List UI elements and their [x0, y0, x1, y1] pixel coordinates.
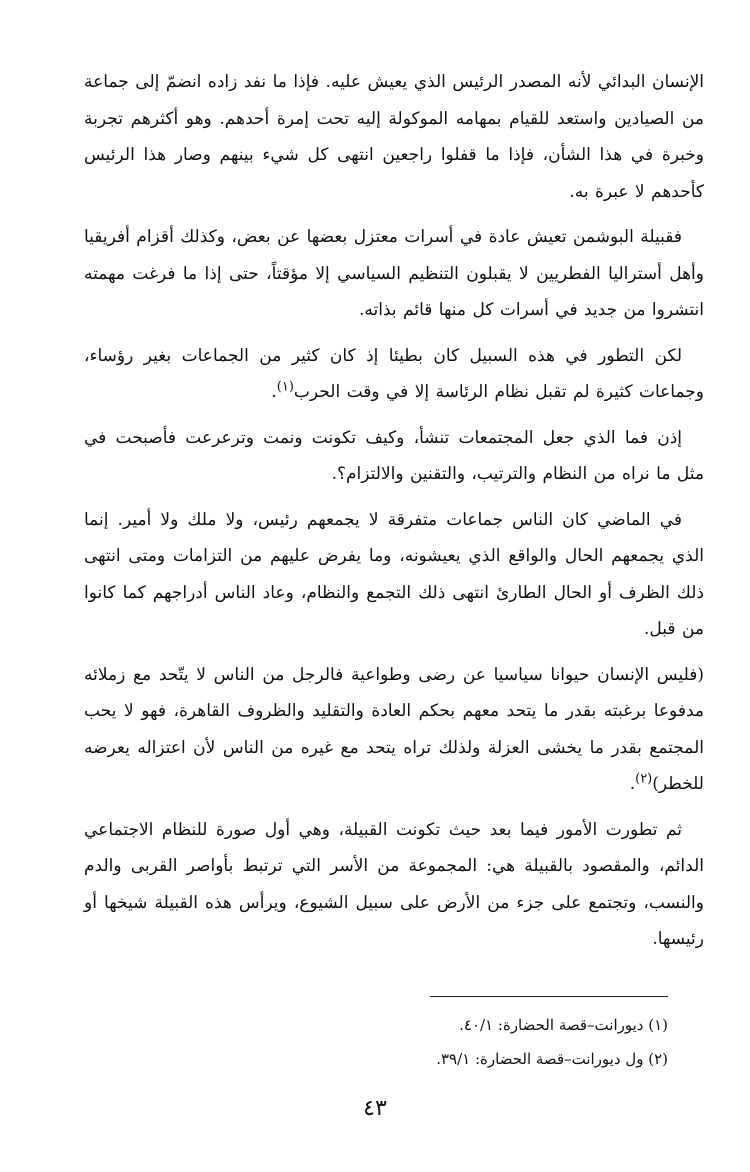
- paragraph-1: [84, 64, 704, 210]
- paragraph-5: [84, 502, 704, 648]
- footnotes: [84, 1008, 704, 1076]
- paragraph-2-text: فقبيلة البوشمن تعيش عادة في أسرات معتزل بعضها عن بعض، وكذلك أقزام أفريقيا وأهل أستراليا الفطريين لا يقبلون التنظيم السياسي إلا مؤقتاً، حتى إذا ما فرغت مهمته انتشروا من جديد في أسرات كل منها قائم بذاته.: [84, 227, 704, 320]
- paragraph-7: [84, 812, 704, 958]
- paragraph-6-tail: .: [629, 774, 636, 794]
- paragraph-4: [84, 420, 704, 493]
- paragraph-7-text: ثم تطورت الأمور فيما بعد حيث تكونت القبيلة، وهي أول صورة للنظام الاجتماعي الدائم، والمقصود بالقبيلة هي: المجموعة من الأسر التي ترتبط بأواصر القربى والدم والنسب، وتجتمع على جزء من الأرض على سبيل الشيوع، ويرأس هذه القبيلة شيخها أو رئيسها.: [84, 819, 704, 949]
- paragraph-1-text: الإنسان البدائي لأنه المصدر الرئيس الذي يعيش عليه. فإذا ما نفد زاده انضمّ إلى جماعة من الصيادين واستعد للقيام بمهامه الموكولة إليه تحت إمرة أحدهم. وهو أكثرهم تجربة وخبرة في هذا الشأن، فإذا ما قفلوا راجعين انتهى كل شيء بينهم وصار هذا الرئيس كأحدهم لا عبرة به.: [84, 72, 704, 202]
- paragraph-3-text: لكن التطور في هذه السبيل كان بطيئا إذ كان كثير من الجماعات بغير رؤساء، وجماعات كثيرة لم تقبل نظام الرئاسة إلا في وقت الحرب: [84, 345, 704, 402]
- footnote-2: (٢) ول ديورانت–قصة الحضارة: ٣٩/١.: [436, 1050, 668, 1068]
- body-text: [84, 64, 704, 967]
- paragraph-3-tail: .: [271, 382, 277, 402]
- footnote-ref-2: (٢): [635, 771, 653, 787]
- footnote-divider: [430, 996, 668, 997]
- paragraph-2: [84, 219, 704, 329]
- footnote-1: (١) ديورانت–قصة الحضارة: ٤٠/١.: [459, 1016, 668, 1034]
- footnote-ref-1: (١): [276, 379, 294, 395]
- paragraph-6: [84, 657, 704, 803]
- paragraph-3: [84, 338, 704, 411]
- paragraph-4-text: إذن فما الذي جعل المجتمعات تنشأ، وكيف تكونت ونمت وترعرعت فأصبحت في مثل ما نراه من النظام والترتيب، والتقنين والالتزام؟.: [84, 427, 704, 484]
- paragraph-5-text: في الماضي كان الناس جماعات متفرقة لا يجمعهم رئيس، ولا ملك ولا أمير. إنما الذي يجمعهم الحال والواقع الذي يعيشونه، وما يفرض عليهم من التزامات ومتى انتهى ذلك الظرف أو الحال الطارئ انتهى ذلك التجمع والنظام، وعاد الناس أدراجهم كما كانوا من قبل.: [84, 509, 704, 639]
- paragraph-6-text: (فليس الإنسان حيوانا سياسيا عن رضى وطواعية فالرجل من الناس لا يتّحد مع زملائه مدفوعا برغبته بقدر ما يتحد معهم بحكم العادة والتقليد والظروف القاهرة، فهو لا يحب المجتمع بقدر ما يخشى العزلة ولذلك تراه يتحد مع غيره من الناس لأن اعتزاله يعرضه للخطر): [84, 664, 704, 794]
- page-number: ٤٣: [363, 1096, 387, 1121]
